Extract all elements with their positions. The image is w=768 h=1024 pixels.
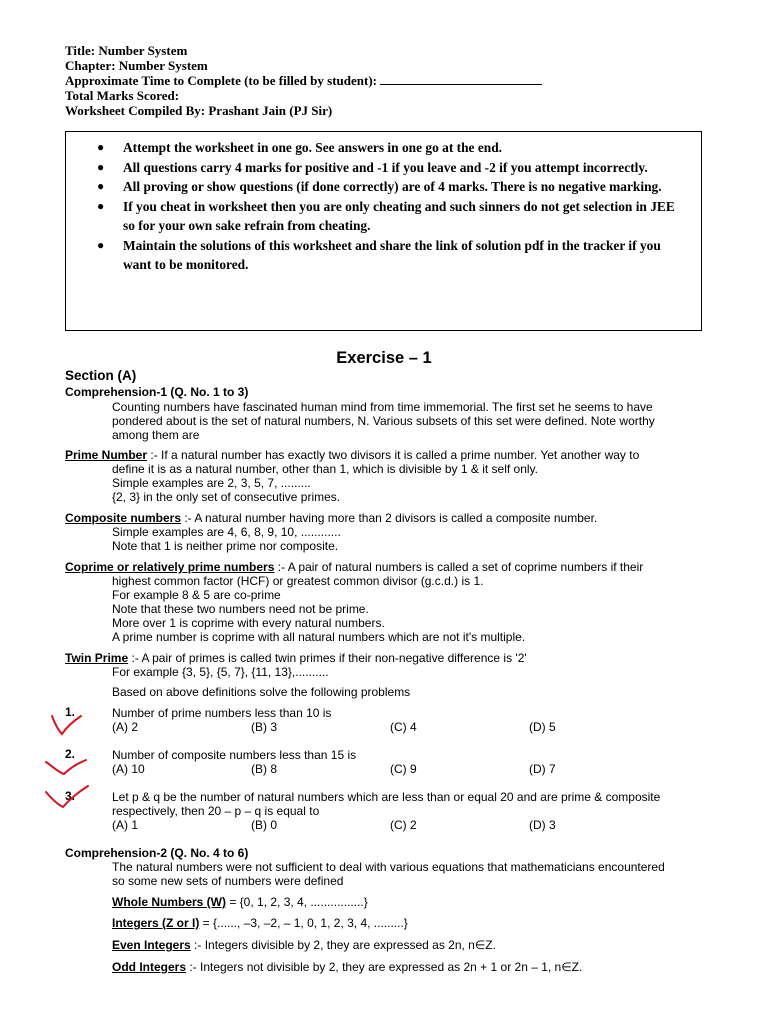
- time-line: [65, 73, 542, 88]
- option-d: (D) 7: [529, 762, 556, 776]
- instruction-item: [97, 177, 687, 197]
- coprime-line: highest common factor (HCF) or greatest common divisor (g.c.d.) is 1.: [112, 574, 484, 588]
- question-text: Let p & q be the number of natural numbers which are less than or equal 20 and are prime & composite: [112, 790, 661, 804]
- comprehension-1-heading: Comprehension-1 (Q. No. 1 to 3): [65, 385, 249, 399]
- coprime-def: :- A pair of natural numbers is called a set of coprime numbers if their: [274, 560, 644, 574]
- integers-def: = {......, –3, –2, – 1, 0, 1, 2, 3, 4, .........}: [199, 916, 408, 930]
- composite-line: Simple examples are 4, 6, 8, 9, 10, ............: [112, 525, 341, 539]
- comp1-intro-line: among them are: [112, 428, 200, 442]
- instruction-item: [97, 236, 687, 275]
- instructions-box: [65, 131, 702, 331]
- bullet-icon: ●: [97, 140, 105, 154]
- composite-definition: [65, 511, 597, 525]
- option-a: (A) 1: [112, 818, 139, 832]
- twin-prime-term: Twin Prime: [65, 651, 129, 665]
- tick-mark-icon: [44, 782, 90, 812]
- instruction-text: Attempt the worksheet in one go. See answers in one go at the end.: [123, 140, 503, 155]
- odd-integers-term: Odd Integers: [112, 960, 187, 974]
- option-c: (C) 2: [390, 818, 417, 832]
- coprime-line: More over 1 is coprime with every natural numbers.: [112, 616, 385, 630]
- section-heading: Section (A): [65, 368, 137, 383]
- prime-line: {2, 3} in the only set of consecutive primes.: [112, 490, 341, 504]
- twin-prime-definition: [65, 651, 527, 665]
- time-label: Approximate Time to Complete (to be filled by student):: [65, 73, 377, 88]
- coprime-line: A prime number is coprime with all natural numbers which are not it's multiple.: [112, 630, 526, 644]
- prime-line: Simple examples are 2, 3, 5, 7, .........: [112, 476, 311, 490]
- bullet-icon: ●: [97, 159, 105, 174]
- option-b: (B) 0: [251, 818, 278, 832]
- whole-numbers-definition: [112, 895, 368, 909]
- option-b: (B) 8: [251, 762, 278, 776]
- integers-definition: [112, 916, 408, 930]
- marks-line: Total Marks Scored:: [65, 88, 180, 103]
- comp1-intro-line: pondered about is the set of natural numbers, N. Various subsets of this set were defined. Note worthy: [112, 414, 655, 428]
- comp2-intro-line: The natural numbers were not sufficient to deal with various equations that mathematicians encountered: [112, 860, 665, 874]
- prime-term: Prime Number: [65, 448, 148, 462]
- even-integers-definition: [112, 938, 496, 952]
- prime-line: define it is as a natural number, other than 1, which is divisible by 1 & it self only.: [112, 462, 538, 476]
- option-d: (D) 5: [529, 720, 556, 734]
- integers-term: Integers (Z or I): [112, 916, 200, 930]
- twin-prime-line: For example {3, 5}, {5, 7}, {11, 13},..........: [112, 665, 329, 679]
- coprime-line: Note that these two numbers need not be prime.: [112, 602, 369, 616]
- comp1-intro-line: Counting numbers have fascinated human mind from time immemorial. The first set he seems to have: [112, 400, 653, 414]
- bullet-icon: ●: [97, 237, 105, 252]
- tick-mark-icon: [44, 752, 88, 780]
- question-text-continued: respectively, then 20 – p – q is equal to: [112, 804, 320, 818]
- whole-numbers-def: = {0, 1, 2, 3, 4, ................}: [226, 895, 368, 909]
- odd-integers-definition: [112, 960, 582, 974]
- odd-integers-def: :- Integers not divisible by 2, they are expressed as 2n + 1 or 2n – 1, n∈Z.: [186, 960, 583, 974]
- twin-prime-line: Based on above definitions solve the following problems: [112, 685, 411, 699]
- bullet-icon: ●: [97, 198, 105, 213]
- whole-numbers-term: Whole Numbers (W): [112, 895, 226, 909]
- option-d: (D) 3: [529, 818, 556, 832]
- instructions-list: [97, 138, 687, 275]
- instruction-item: [97, 138, 687, 158]
- option-c: (C) 4: [390, 720, 417, 734]
- compiled-line: Worksheet Compiled By: Prashant Jain (PJ Sir): [65, 103, 333, 118]
- question-number: 1.: [65, 705, 76, 719]
- title-line: Title: Number System: [65, 43, 188, 58]
- instruction-text: If you cheat in worksheet then you are only cheating and such sinners do not get selection in JEE so for your own sake refrain from cheating.: [123, 198, 675, 233]
- coprime-line: For example 8 & 5 are co-prime: [112, 588, 281, 602]
- instruction-text: All proving or show questions (if done correctly) are of 4 marks. There is no negative marking.: [123, 179, 662, 194]
- even-integers-def: :- Integers divisible by 2, they are expressed as 2n, n∈Z.: [190, 938, 496, 952]
- option-a: (A) 2: [112, 720, 139, 734]
- twin-prime-def: :- A pair of primes is called twin primes if their non-negative difference is '2': [128, 651, 527, 665]
- option-b: (B) 3: [251, 720, 278, 734]
- even-integers-term: Even Integers: [112, 938, 191, 952]
- prime-definition: [65, 448, 639, 462]
- bullet-icon: ●: [97, 179, 105, 193]
- instruction-text: All questions carry 4 marks for positive and -1 if you leave and -2 if you attempt incorrectly.: [123, 159, 648, 175]
- comp2-intro-line: so some new sets of numbers were defined: [112, 874, 344, 888]
- composite-term: Composite numbers: [65, 511, 182, 525]
- composite-def: :- A natural number having more than 2 divisors is called a composite number.: [181, 511, 598, 525]
- instruction-item: [97, 158, 687, 178]
- comprehension-2-heading: Comprehension-2 (Q. No. 4 to 6): [65, 846, 249, 860]
- coprime-definition: [65, 560, 643, 574]
- instruction-text: Maintain the solutions of this worksheet and share the link of solution pdf in the tracker if you want to be monitored.: [123, 237, 661, 272]
- chapter-line: Chapter: Number System: [65, 58, 208, 73]
- instruction-item: [97, 197, 687, 236]
- question-text: Number of prime numbers less than 10 is: [112, 706, 332, 720]
- exercise-title: Exercise – 1: [336, 349, 432, 367]
- coprime-term: Coprime or relatively prime numbers: [65, 560, 275, 574]
- option-c: (C) 9: [390, 762, 417, 776]
- prime-def: :- If a natural number has exactly two divisors it is called a prime number. Yet another way to: [147, 448, 640, 462]
- worksheet-header: [65, 43, 542, 118]
- question-text: Number of composite numbers less than 15 is: [112, 748, 357, 762]
- tick-mark-icon: [48, 704, 86, 740]
- option-a: (A) 10: [112, 762, 145, 776]
- question-number: 3.: [65, 789, 76, 803]
- composite-line: Note that 1 is neither prime nor composite.: [112, 539, 339, 553]
- time-blank: [380, 73, 542, 85]
- question-number: 2.: [65, 747, 76, 761]
